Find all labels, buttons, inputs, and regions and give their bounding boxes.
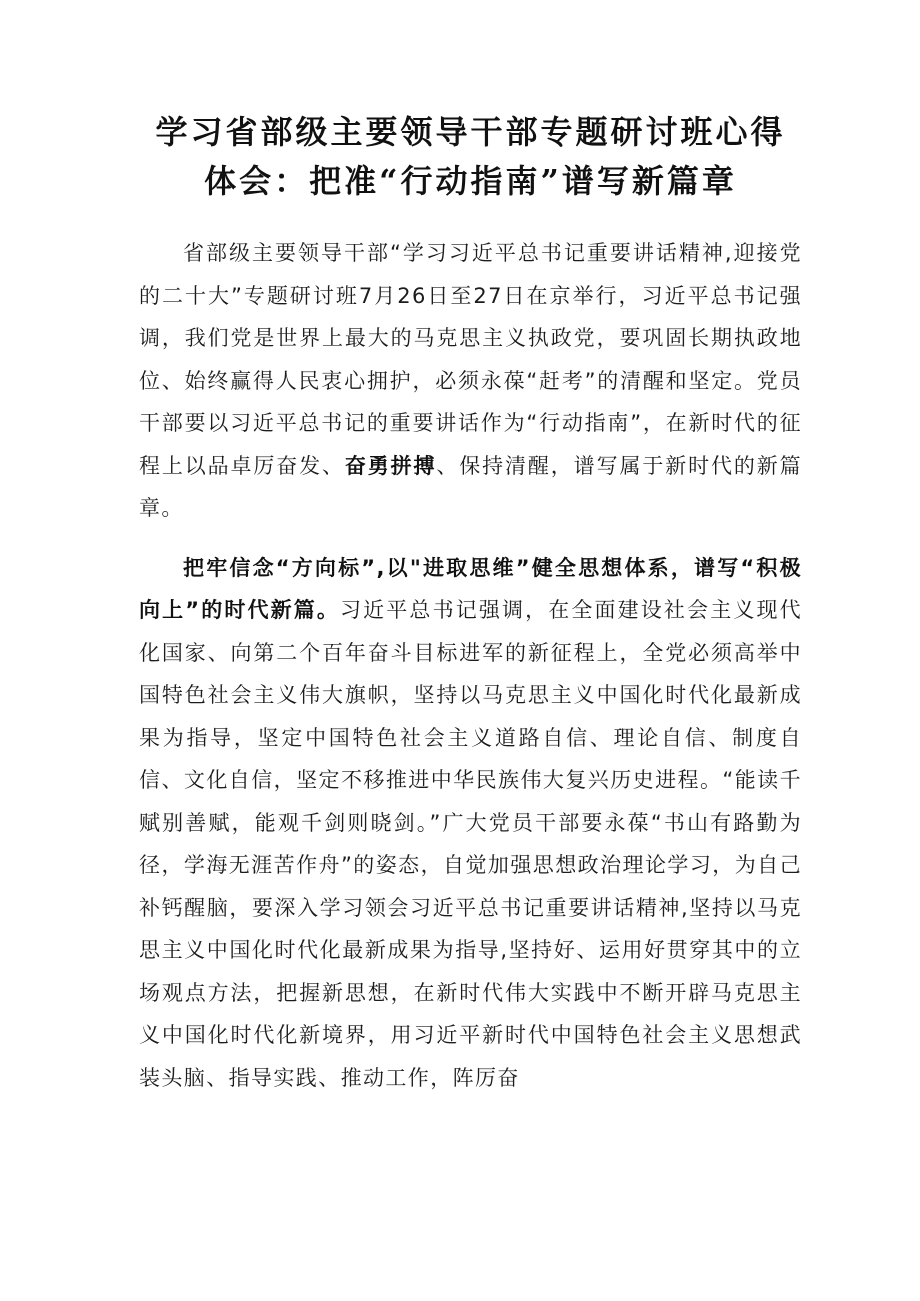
paragraph-1 <box>139 232 802 530</box>
document-title <box>139 108 802 206</box>
paragraph-1-text-after: 、保持清醒，谱写属于新时代的新篇章。 <box>139 453 802 520</box>
title-line-2: 体会：把准“行动指南”谱写新篇章 <box>204 162 737 200</box>
paragraph-2 <box>139 547 802 1100</box>
paragraph-2-body: 习近平总书记强调，在全面建设社会主义现代化国家、向第二个百年奋斗目标进军的新征程上，全党必须高举中国特色社会主义伟大旗帜，坚持以马克思主义中国化时代化最新成果为指导，坚定中国特色社会主义道路自信、理论自信、制度自信、文化自信，坚定不移推进中华民族伟大复兴历史进程。“能读千赋别善赋，能观千剑则晓剑。”广大党员干部要永葆“书山有路勤为径，学海无涯苦作舟”的姿态，自觉加强思想政治理论学习，为自己补钙醒脑，要深入学习领会习近平总书记重要讲话精神,坚持以马克思主义中国化时代化最新成果为指导,坚持好、运用好贯穿其中的立场观点方法，把握新思想，在新时代伟大实践中不断开辟马克思主义中国化时代化新境界，用习近平新时代中国特色社会主义思想武装头脑、指导实践、推动工作，阵厉奋 <box>139 598 803 1090</box>
paragraph-1-bold-phrase: 奋勇拼搏 <box>344 453 437 478</box>
paragraph-2-heading: 把牢信念“方向标”,以"进取思维”健全思想体系，谱写“积极向上”的时代新篇。 <box>139 555 802 622</box>
title-line-1: 学习省部级主要领导干部专题研讨班心得 <box>155 113 786 151</box>
paragraph-1-text-before: 省部级主要领导干部“学习习近平总书记重要讲话精神,迎接党的二十大”专题研讨班7月26日至27日在京举行，习近平总书记强调，我们党是世界上最大的马克思主义执政党，要巩固长期执政地位、始终赢得人民衷心拥护，必须永葆“赶考”的清醒和坚定。党员干部要以习近平总书记的重要讲话作为“行动指南”，在新时代的征程上以品卓厉奋发、 <box>139 241 802 478</box>
